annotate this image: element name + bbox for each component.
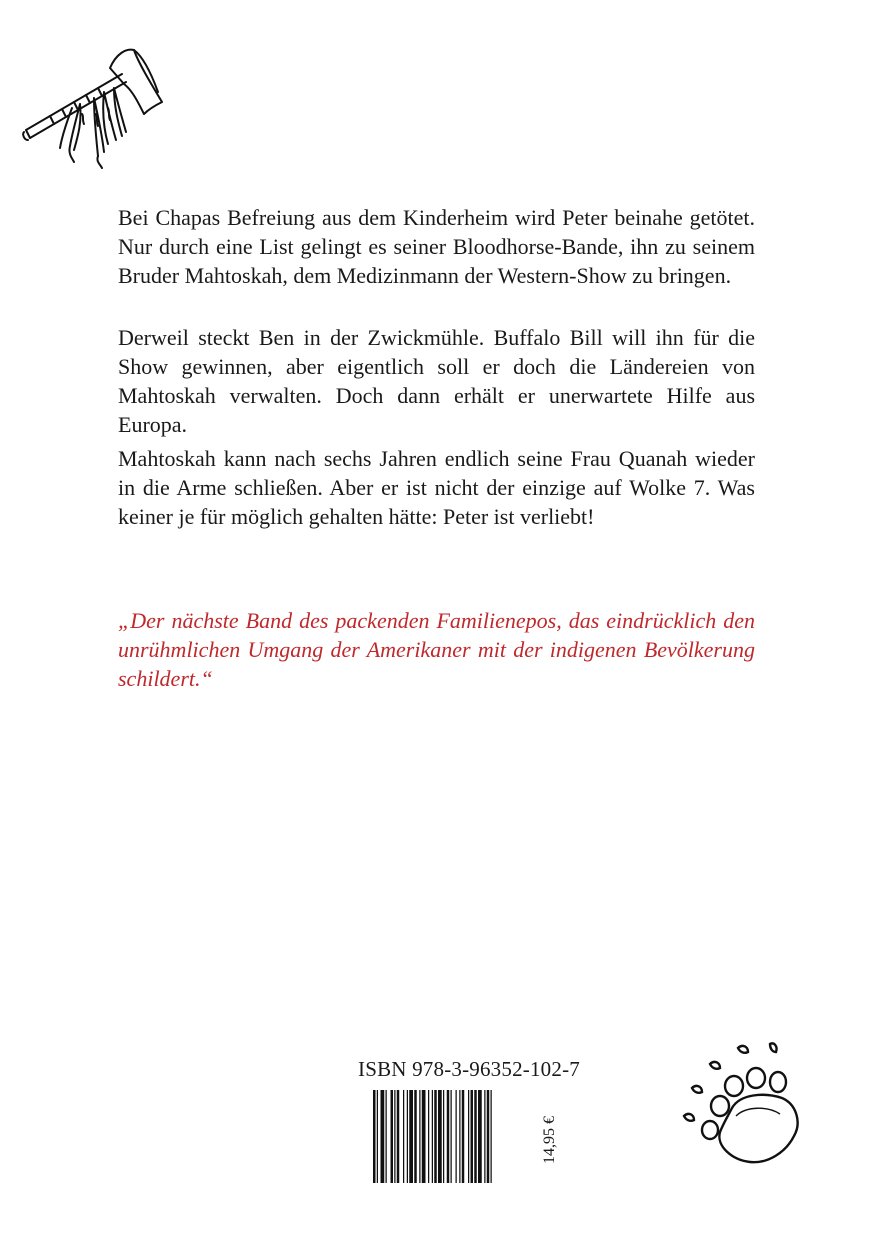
tomahawk-icon	[22, 44, 172, 169]
blurb-paragraph-2: Derweil steckt Ben in der Zwickmühle. Buffalo Bill will ihn für die Show gewinnen, aber eigentlich soll er doch die Ländereien von Mahtoskah verwalten. Doch dann erhält er unerwartete Hilfe aus Europa.	[118, 325, 755, 437]
blurb-paragraph-3: Mahtoskah kann nach sechs Jahren endlich seine Frau Quanah wieder in die Arme schließen. Aber er ist nicht der einzige auf Wolke 7. Was keiner je für möglich gehalten hätte: Peter ist verliebt!	[118, 446, 755, 529]
bear-paw-icon	[672, 1036, 802, 1166]
barcode	[373, 1090, 524, 1183]
isbn-number: ISBN 978-3-96352-102-7	[358, 1057, 580, 1081]
blurb-paragraph-1: Bei Chapas Befreiung aus dem Kinderheim wird Peter beinahe getötet. Nur durch eine List gelingt es seiner Bloodhorse-Bande, ihn zu seinem Bruder Mahtoskah, dem Medizinmann der Western-Show zu bringen.	[118, 205, 755, 288]
review-quote: „Der nächste Band des packenden Familienepos, das eindrücklich den unrühmlichen Umgang der Amerikaner mit der indigenen Bevölkerung schildert.“	[118, 608, 755, 691]
price-label: 14,95 €	[541, 1116, 558, 1164]
